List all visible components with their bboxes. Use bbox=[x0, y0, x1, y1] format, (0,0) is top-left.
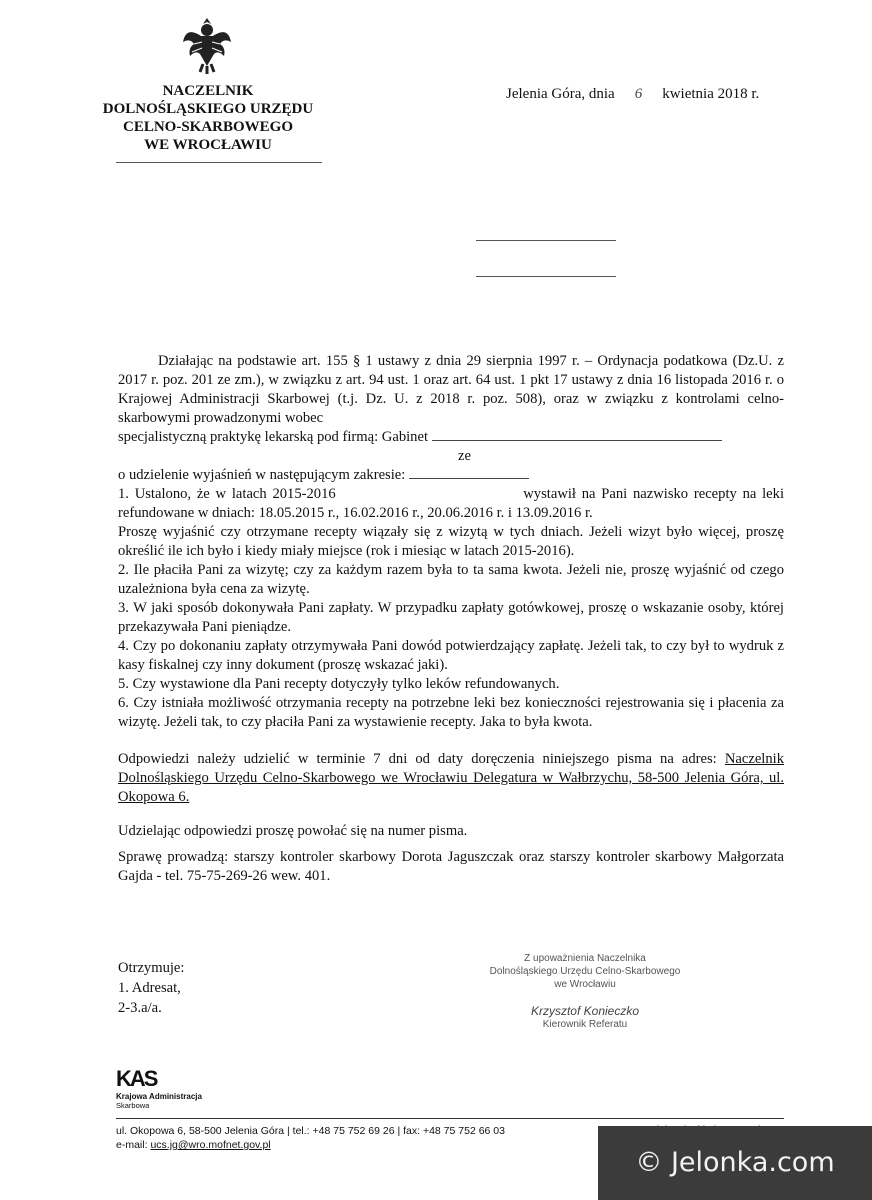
intro-line: specjalistyczną praktykę lekarską pod firmą: Gabinet bbox=[118, 429, 428, 445]
deadline-paragraph bbox=[118, 750, 784, 807]
date-suffix: kwietnia 2018 r. bbox=[662, 86, 760, 102]
redacted-line bbox=[476, 276, 616, 277]
official-stamp bbox=[470, 952, 700, 1031]
kas-logo-name: Krajowa Administracja bbox=[116, 1092, 202, 1101]
authority-line: DOLNOŚLĄSKIEGO URZĘDU bbox=[102, 101, 314, 117]
intro-line: ze bbox=[458, 448, 471, 464]
date-line bbox=[506, 86, 759, 103]
recipients-heading: Otrzymuje: bbox=[118, 960, 185, 976]
question-1-text: wystawił na Pani nazwisko recepty na leki refundowane w dniach: 18.05.2015 r., 16.02.2016 r., 20.06.2016 r. i 13.09.2016 r. bbox=[118, 486, 785, 521]
intro-paragraph-cont bbox=[118, 428, 784, 447]
redacted-field bbox=[409, 478, 529, 479]
question-1-text: 1. Ustalono, że w latach 2015-2016 bbox=[118, 486, 336, 502]
reference-note: Udzielając odpowiedzi proszę powołać się na numer pisma. bbox=[118, 823, 468, 839]
authority-line: CELNO-SKARBOWEGO bbox=[122, 119, 294, 135]
polish-eagle-emblem bbox=[180, 14, 234, 76]
kas-logo-mark: KAS bbox=[116, 1066, 157, 1091]
kas-logo-sub: Skarbowa bbox=[116, 1101, 150, 1110]
issuing-authority bbox=[88, 82, 328, 154]
question-6: 6. Czy istniała możliwość otrzymania recepty na potrzebne leki bez konieczności rejestrowania się i płacenia za wizytę. Jeżeli tak, to czy płaciła Pani za wystawienie recepty. Jaka to była kwota. bbox=[118, 695, 784, 730]
recipients-list bbox=[118, 958, 184, 1018]
recipient-item: 2-3.a/a. bbox=[118, 1000, 162, 1016]
letter-body bbox=[118, 352, 784, 732]
footer-address: ul. Okopowa 6, 58-500 Jelenia Góra | tel.: +48 75 752 69 26 | fax: +48 75 752 66 03 bbox=[116, 1125, 505, 1137]
question-4: 4. Czy po dokonaniu zapłaty otrzymywała Pani dowód potwierdzający zapłatę. Jeżeli tak, to czy był to wydruk z kasy fiskalnej czy inny dokument (proszę wskazać jaki). bbox=[118, 638, 784, 673]
intro-paragraph: Działając na podstawie art. 155 § 1 ustawy z dnia 29 sierpnia 1997 r. – Ordynacja podatkowa (Dz.U. z 2017 r. poz. 201 ze zm.), w związku z art. 94 ust. 1 oraz art. 64 ust. 1 pkt 17 ustawy z dnia 16 listopada 2016 r. o Krajowej Administracji Skarbowej (t.j. Dz. U. z 2018 r. poz. 508), oraz w związku z kontrolami celno-skarbowymi prowadzonymi wobec bbox=[118, 353, 784, 426]
watermark-badge: © Jelonka.com bbox=[598, 1126, 872, 1200]
footer-email-label: e-mail: bbox=[116, 1139, 148, 1151]
question-1-detail: Proszę wyjaśnić czy otrzymane recepty wiązały się z wizytą w tych dniach. Jeżeli wizyt było więcej, proszę określić ile ich było i kiedy miały miejsce (rok i miesiąc w latach 2015-2016). bbox=[118, 524, 784, 559]
intro-paragraph-cont bbox=[118, 447, 784, 466]
signature-title: Kierownik Referatu bbox=[542, 1019, 628, 1030]
recipient-item: 1. Adresat, bbox=[118, 980, 181, 996]
stamp-line: Dolnośląskiego Urzędu Celno-Skarbowego bbox=[489, 966, 681, 977]
response-instructions bbox=[118, 750, 784, 807]
redacted-line bbox=[476, 240, 616, 241]
authority-line: NACZELNIK bbox=[162, 83, 254, 99]
stamp-line: we Wrocławiu bbox=[554, 979, 616, 990]
date-day: 6 bbox=[634, 86, 643, 102]
request-text: o udzielenie wyjaśnień w następującym zakresie: bbox=[118, 467, 406, 483]
kas-logo bbox=[116, 1066, 236, 1110]
stamp-line: Z upoważnienia Naczelnika bbox=[524, 953, 646, 964]
footer-divider bbox=[116, 1118, 784, 1119]
footer-contact bbox=[116, 1124, 505, 1152]
handled-by: Sprawę prowadzą: starszy kontroler skarbowy Dorota Jaguszczak oraz starszy kontroler skarbowy Małgorzata Gajda - tel. 75-75-269-26 wew. 401. bbox=[118, 849, 784, 884]
authority-line: WE WROCŁAWIU bbox=[144, 137, 272, 153]
date-prefix: Jelenia Góra, dnia bbox=[506, 86, 615, 102]
question-1 bbox=[118, 485, 784, 523]
deadline-address: Naczelnik Dolnośląskiego Urzędu Celno-Skarbowego we Wrocławiu Delegatura w Wałbrzychu, 58-500 Jelenia Góra, ul. Okopowa 6. bbox=[118, 751, 784, 805]
footer-email-line bbox=[116, 1138, 505, 1152]
footer-email-link[interactable]: ucs.jg@wro.mofnet.gov.pl bbox=[150, 1139, 271, 1151]
redacted-line bbox=[116, 162, 322, 163]
deadline-text: Odpowiedzi należy udzielić w terminie 7 dni od daty doręczenia niniejszego pisma na adres: bbox=[118, 751, 717, 767]
question-5: 5. Czy wystawione dla Pani recepty dotyczyły tylko leków refundowanych. bbox=[118, 676, 560, 692]
redacted-field bbox=[432, 440, 722, 441]
question-2: 2. Ile płaciła Pani za wizytę; czy za każdym razem była to ta sama kwota. Jeżeli nie, proszę wyjaśnić od czego uzależniona była cena za wizytę. bbox=[118, 562, 784, 597]
request-line bbox=[118, 466, 784, 485]
question-3: 3. W jaki sposób dokonywała Pani zapłaty. W przypadku zapłaty gotówkowej, proszę o wskazanie osoby, której przekazywała Pani pieniądze. bbox=[118, 600, 784, 635]
signature-name: Krzysztof Konieczko bbox=[530, 1004, 640, 1018]
